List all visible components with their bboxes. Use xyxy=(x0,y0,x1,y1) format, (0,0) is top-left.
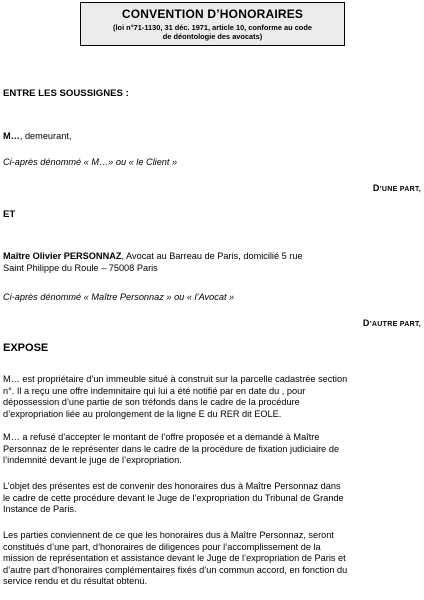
paragraph-line: d’expropriation liée au prolongement de la ligne E du RER dit EOLE. xyxy=(3,408,282,419)
paragraph-line: constitués d’une part, d’honoraires de diligences pour l’accomplissement de la xyxy=(3,541,321,552)
parties-heading: ENTRE LES SOUSSIGNES : xyxy=(3,88,129,99)
expose-paragraph-1 xyxy=(3,374,421,420)
expose-paragraph-2 xyxy=(3,432,421,467)
paragraph-line: M… est propriétaire d’un immeuble situé à construit sur la parcelle cadastrée section xyxy=(3,374,348,384)
client-address-label: , demeurant, xyxy=(19,131,72,141)
paragraph-line: L’objet des présentes est de convenir des honoraires dus à Maître Personnaz dans xyxy=(3,481,341,491)
client-line xyxy=(3,131,421,143)
paragraph-line: mission de représentation et assistance devant le Juge de l’expropriation de Paris et xyxy=(3,553,346,564)
document-subtitle-line2: de déontologie des avocats) xyxy=(162,32,263,41)
client-designation: Ci-après dénommé « M…» ou « le Client » xyxy=(3,157,178,167)
expose-paragraph-3 xyxy=(3,481,421,516)
paragraph-line: n°. Il a reçu une offre indemnitaire qui lui a été notifié par en date du , pour xyxy=(3,385,306,396)
document-title: CONVENTION D’HONORAIRES xyxy=(121,7,304,21)
paragraph-line: dépossession d’une partie de son tréfonds dans le cadre de la procédure xyxy=(3,397,300,408)
client-name: M… xyxy=(3,131,20,141)
second-party-rest: ’AUTRE PART, xyxy=(369,321,421,328)
second-party-lead: D xyxy=(362,318,370,328)
lawyer-line1 xyxy=(3,251,421,263)
document-subtitle-line1: (loi n°71-1130, 31 déc. 1971, article 10, conforme au code xyxy=(113,23,312,32)
expose-heading: EXPOSE xyxy=(3,342,49,354)
first-party-rest: ’UNE PART, xyxy=(379,186,421,193)
paragraph-line: d’autre part d’honoraires complémentaires fixés d’un commun accord, en fonction du xyxy=(3,564,348,575)
et-separator: ET xyxy=(3,209,16,220)
expose-paragraph-4 xyxy=(3,530,421,588)
lawyer-name: Maître Olivier PERSONNAZ xyxy=(3,251,122,261)
lawyer-address: Saint Philippe du Roule – 75008 Paris xyxy=(3,262,158,273)
first-party-lead: D xyxy=(372,183,380,193)
paragraph-line: Les parties conviennent de ce que les honoraires dus à Maître Personnaz, seront xyxy=(3,530,334,540)
lawyer-description: , Avocat au Barreau de Paris, domicilié 5 rue xyxy=(121,251,303,261)
paragraph-line: l’indemnité devant le juge de l’expropriation. xyxy=(3,455,182,466)
lawyer-block xyxy=(3,251,421,274)
paragraph-line: le cadre de cette procédure devant le Juge de l’expropriation du Tribunal de Grande xyxy=(3,492,344,503)
lawyer-designation: Ci-après dénommé « Maître Personnaz » ou « l’Avocat » xyxy=(3,292,235,302)
paragraph-line: Instance de Paris. xyxy=(3,504,77,515)
paragraph-line: M… a refusé d’accepter le montant de l’offre proposée et a demandé à Maître xyxy=(3,432,320,442)
second-party-label xyxy=(3,318,421,328)
paragraph-line: service rendu et du résultat obtenu. xyxy=(3,576,148,587)
document-header xyxy=(80,2,345,46)
paragraph-line: Personnaz de le représenter dans le cadre de la procédure de fixation judiciaire de xyxy=(3,443,340,454)
first-party-label xyxy=(3,183,421,193)
